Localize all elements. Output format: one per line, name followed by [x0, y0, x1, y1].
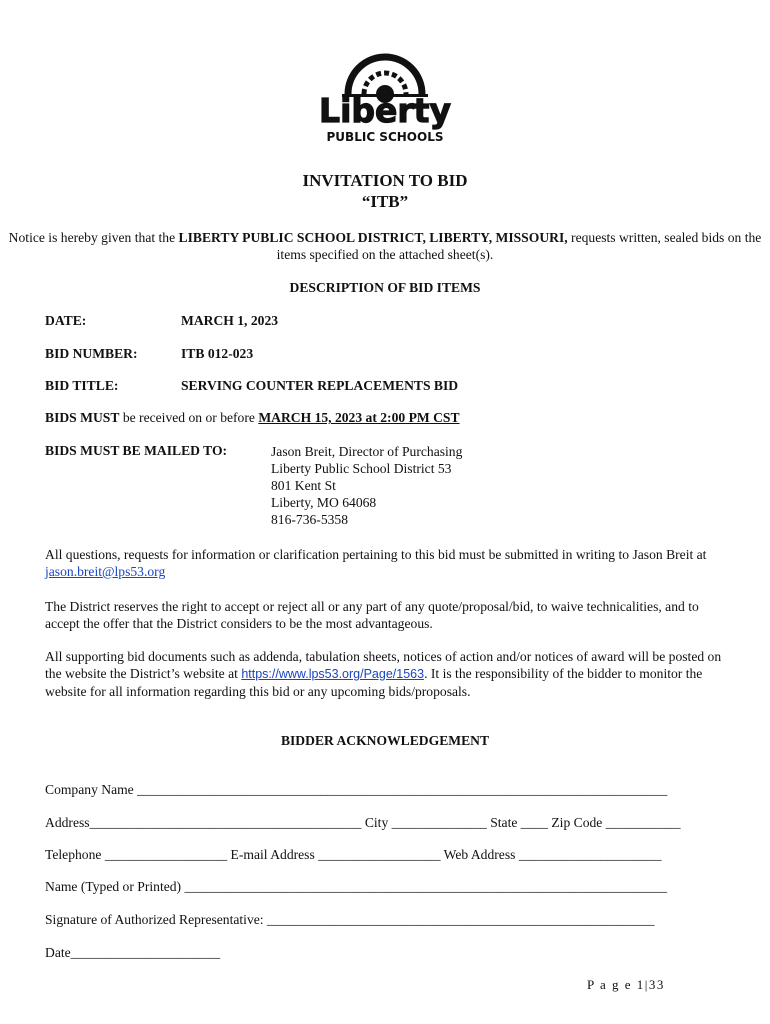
bid-title-row — [45, 378, 459, 394]
page-current: 1 — [636, 977, 645, 992]
liberty-logo — [318, 44, 452, 146]
signature-field[interactable]: Signature of Authorized Representative: _________________________________________________________ — [45, 912, 655, 927]
date-row — [45, 313, 279, 329]
supporting-paragraph — [45, 648, 725, 700]
date-label: DATE: — [45, 313, 87, 328]
description-heading: DESCRIPTION OF BID ITEMS — [289, 280, 481, 295]
address-line: Liberty Public School District 53 — [271, 461, 452, 476]
notice-prefix: Notice is hereby given that the — [8, 230, 179, 245]
bid-title-value: SERVING COUNTER REPLACEMENTS BID — [181, 378, 459, 393]
bid-number-label: BID NUMBER: — [45, 346, 138, 361]
notice-suffix: requests written, sealed bids on the items specified on the attached sheet(s). — [276, 230, 762, 262]
address-line: Jason Breit, Director of Purchasing — [271, 444, 463, 459]
questions-paragraph — [45, 546, 725, 580]
email-link[interactable]: jason.breit@lps53.org — [45, 564, 166, 579]
deadline-lead: BIDS MUST — [45, 410, 120, 425]
page-word: P a g e — [587, 977, 633, 992]
date-value: MARCH 1, 2023 — [181, 313, 279, 328]
telephone-field[interactable]: Telephone __________________ E-mail Address __________________ Web Address _____________________ — [45, 847, 662, 862]
bid-number-value: ITB 012-023 — [181, 346, 254, 361]
page-total: 33 — [648, 977, 665, 992]
bid-number-row — [45, 346, 254, 362]
bid-title-label: BID TITLE: — [45, 378, 119, 393]
address-line: 816-736-5358 — [271, 512, 349, 527]
supporting-text-1: All supporting bid documents such as addenda, tabulation sheets, notices of action and/or notices of award will be posted on the website the District’s website at — [45, 649, 722, 681]
questions-text: All questions, requests for information or clarification pertaining to this bid must be submitted in writing to Jason Breit at — [45, 547, 707, 562]
printed-name-field[interactable]: Name (Typed or Printed) _______________________________________________________________________ — [45, 879, 668, 894]
notice-district: LIBERTY PUBLIC SCHOOL DISTRICT, LIBERTY, MISSOURI, — [178, 230, 568, 245]
company-name-field[interactable]: Company Name ______________________________________________________________________________ — [45, 782, 668, 797]
svg-text:PUBLIC SCHOOLS: PUBLIC SCHOOLS — [326, 130, 444, 144]
notice-paragraph — [0, 229, 770, 263]
website-link[interactable]: https://www.lps53.org/Page/1563 — [241, 667, 425, 681]
deadline-middle: be received on or before — [119, 410, 259, 425]
liberty-sunrise-logo — [318, 44, 452, 146]
address-line: Liberty, MO 64068 — [271, 495, 377, 510]
mailing-label: BIDS MUST BE MAILED TO: — [45, 443, 228, 458]
document-subtitle: “ITB” — [361, 192, 409, 211]
deadline-when: MARCH 15, 2023 at 2:00 PM CST — [258, 410, 460, 425]
acknowledgement-heading: BIDDER ACKNOWLEDGEMENT — [280, 733, 490, 748]
mailing-address — [271, 443, 462, 528]
document-title: INVITATION TO BID — [302, 171, 468, 190]
reserves-paragraph: The District reserves the right to accept or reject all or any part of any quote/proposal/bid, to waive technicalities, and to accept the offer that the District considers to be the most advantageous. — [45, 599, 699, 631]
address-field[interactable]: Address________________________________________ City ______________ State ____ Zip Code ___________ — [45, 815, 681, 830]
deadline-line — [45, 410, 460, 426]
supporting-text-2: . It is the responsibility of the bidder to monitor the website for all information regarding this bid or any upcoming bids/proposals. — [45, 666, 703, 699]
date-field[interactable]: Date______________________ — [45, 945, 221, 960]
svg-text:Liberty: Liberty — [319, 91, 451, 130]
address-line: 801 Kent St — [271, 478, 336, 493]
page-number: P a g e 1|33 — [587, 977, 665, 992]
